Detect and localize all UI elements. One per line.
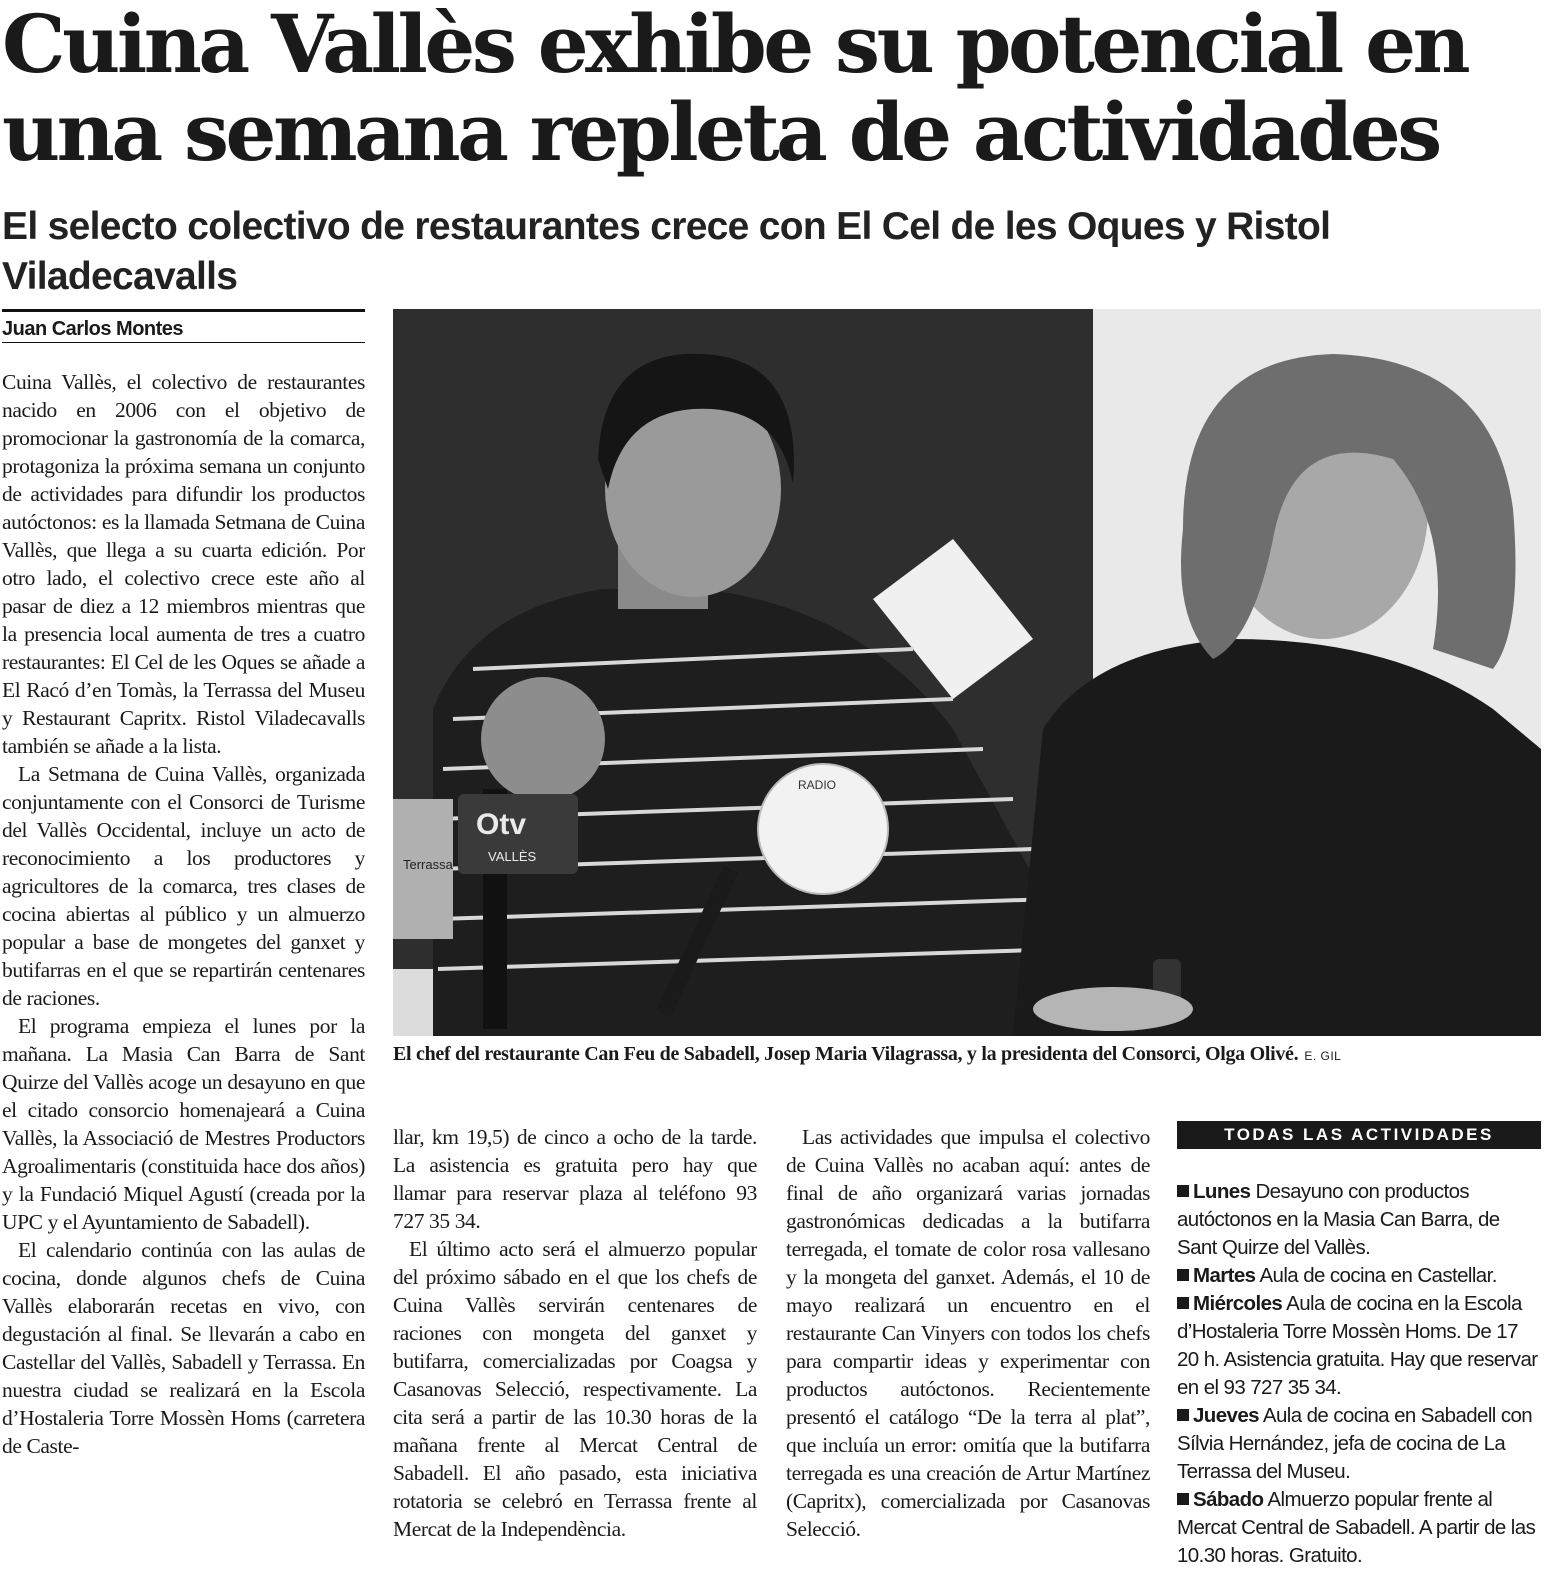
- mic-label-valles: VALLÈS: [488, 849, 537, 864]
- paragraph: El calendario continúa con las aulas de cocina, donde algunos chefs de Cuina Vallès elaborarán recetas en vivo, con degustación al final. Se llevarán a cabo en Castellar del Vallès, Sabadell y Terrassa. En nuestra ciudad se realizará en la Escola d’Hostaleria Torre Mossèn Homs (carretera de Caste-: [2, 1238, 365, 1458]
- article-column-2: [393, 1123, 757, 1568]
- paragraph: Cuina Vallès, el colectivo de restaurantes nacido en 2006 con el objetivo de promocionar la gastronomía de la comarca, protagoniza la próxima semana un conjunto de actividades para difundir los productos autóctonos: es la llamada Setmana de Cuina Vallès, que llega a su cuarta edición. Por otro lado, el colectivo crece este año al pasar de diez a 12 miembros mientras que la presencia local aumenta de tres a cuatro restaurantes: El Cel de les Oques se añade a El Racó d’en Tomàs, la Terrassa del Museu y Restaurant Capritx. Ristol Viladecavalls también se añade a la lista.: [2, 370, 365, 758]
- activity-text: Aula de cocina en la Escola d’Hostaleria Torre Mossèn Homs. De 17 20 h. Asistencia gratuita. Hay que reservar en el 93 727 35 34.: [1177, 1292, 1538, 1399]
- paragraph: llar, km 19,5) de cinco a ocho de la tarde. La asistencia es gratuita pero hay que llamar para reservar plaza al teléfono 93 727 35 34.: [393, 1125, 757, 1233]
- byline: Juan Carlos Montes: [2, 309, 365, 343]
- activity-day: Martes: [1193, 1264, 1256, 1287]
- paragraph: Las actividades que impulsa el colectivo de Cuina Vallès no acaban aquí: antes de final de año organizará varias jornadas gastronómicas dedicadas a la butifarra terregada, el tomate de color rosa vallesano y la mongeta del ganxet. Además, el 10 de mayo realizará un encuentro en el restaurante Can Vinyers con todos los chefs para compartir ideas y experimentar con productos autóctonos. Recientemente presentó el catálogo “De la terra al plat”, que incluía un error: omitía que la butifarra terregada es una creación de Artur Martínez (Capritx), comercializada por Casanovas Selecció.: [786, 1125, 1150, 1541]
- headline: Cuina Vallès exhibe su potencial en una semana repleta de actividades: [2, 0, 1468, 179]
- square-bullet-icon: [1177, 1269, 1189, 1281]
- list-item: [1177, 1486, 1541, 1570]
- activity-text: Aula de cocina en Sabadell con Sílvia Hernández, jefa de cocina de La Terrassa del Museu.: [1177, 1404, 1533, 1483]
- activity-text: Aula de cocina en Castellar.: [1255, 1264, 1497, 1287]
- list-item: [1177, 1290, 1541, 1402]
- list-item: [1177, 1402, 1541, 1486]
- paragraph: La Setmana de Cuina Vallès, organizada conjuntamente con el Consorci de Turisme del Vallès Occidental, incluye un acto de reconocimiento a los productores y agricultores de la comarca, tres clases de cocina abiertas al público y un almuerzo popular a base de mongetes del ganxet y butifarras en el que se repartirán centenares de raciones.: [2, 762, 365, 1010]
- square-bullet-icon: [1177, 1493, 1189, 1505]
- paragraph: El programa empieza el lunes por la mañana. La Masia Can Barra de Sant Quirze del Vallès acoge un desayuno en que el citado consorcio homenajeará a Cuina Vallès, la Associació de Mestres Productors Agroalimentaris (constituida hace dos años) y la Fundació Miquel Agustí (creada por la UPC y el Ayuntamiento de Sabadell).: [2, 1014, 365, 1234]
- activity-day: Miércoles: [1193, 1292, 1283, 1315]
- press-photo: [393, 309, 1541, 1036]
- article-column-1: [2, 368, 365, 1568]
- sidebar-heading: TODAS LAS ACTIVIDADES: [1177, 1121, 1541, 1149]
- photo-caption: [393, 1040, 1541, 1070]
- paragraph: El último acto será el almuerzo popular del próximo sábado en el que los chefs de Cuina Vallès servirán centenares de raciones con mongeta del ganxet y butifarra, comercializadas por Coagsa y Casanovas Selecció, respectivamente. La cita será a partir de las 10.30 horas de la mañana frente al Mercat Central de Sabadell. El año pasado, esta iniciativa rotatoria se celebró en Terrassa frente al Mercat de la Independència.: [393, 1237, 757, 1541]
- photo-credit: E. GIL: [1304, 1049, 1342, 1063]
- mic-label-terrassa: Terrassa: [403, 857, 453, 872]
- article-column-3: [786, 1123, 1150, 1568]
- mic-label-radio: RADIO: [798, 778, 837, 792]
- list-item: [1177, 1262, 1541, 1290]
- activity-day: Jueves: [1193, 1404, 1259, 1427]
- activities-list: [1177, 1178, 1541, 1570]
- activity-day: Sábado: [1193, 1488, 1264, 1511]
- activity-text: Desayuno con productos autóctonos en la Masia Can Barra, de Sant Quirze del Vallès.: [1177, 1180, 1500, 1259]
- activity-text: Almuerzo popular frente al Mercat Central de Sabadell. A partir de las 10.30 horas. Gratuito.: [1177, 1488, 1536, 1567]
- square-bullet-icon: [1177, 1297, 1189, 1309]
- activity-day: Lunes: [1193, 1180, 1251, 1203]
- square-bullet-icon: [1177, 1185, 1189, 1197]
- caption-text: El chef del restaurante Can Feu de Sabadell, Josep Maria Vilagrassa, y la presidenta del Consorci, Olga Olivé.: [393, 1043, 1299, 1065]
- subheadline: El selecto colectivo de restaurantes crece con El Cel de les Oques y Ristol Viladecavalls: [2, 205, 1331, 298]
- photo-illustration: [393, 309, 1541, 1036]
- mic-label-otv: Otv: [476, 808, 527, 841]
- list-item: [1177, 1178, 1541, 1262]
- square-bullet-icon: [1177, 1409, 1189, 1421]
